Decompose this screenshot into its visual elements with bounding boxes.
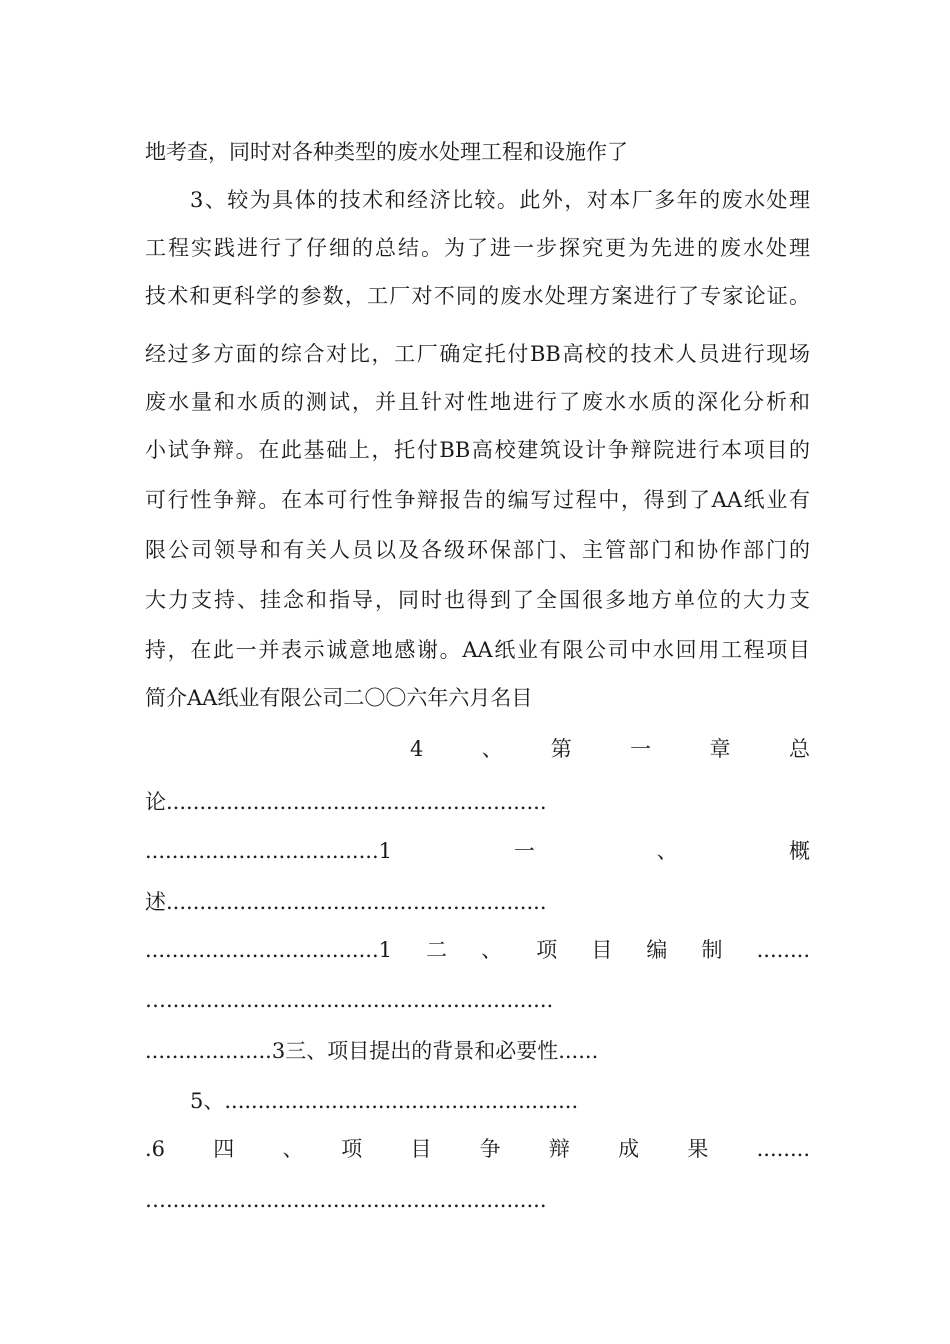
toc-line: ...................................1二、项目编制........ [145, 938, 810, 962]
paragraph-line: 简介AA纸业有限公司二〇〇六年六月名目 [145, 686, 533, 710]
paragraph-line: 可行性争辩。在本可行性争辩报告的编写过程中，得到了AA纸业有 [145, 488, 810, 512]
paragraph-line: 废水量和水质的测试，并且针对性地进行了废水水质的深化分析和 [145, 390, 810, 414]
paragraph-line: 持，在此一并表示诚意地感谢。AA纸业有限公司中水回用工程项目 [145, 638, 810, 662]
toc-line: 述......................................................... [145, 890, 547, 914]
paragraph-line: 大力支持、挂念和指导，同时也得到了全国很多地方单位的大力支 [145, 588, 810, 612]
paragraph-line: 地考查，同时对各种类型的废水处理工程和设施作了 [145, 140, 628, 164]
toc-line: ...................3三、项目提出的背景和必要性...... [145, 1039, 599, 1063]
paragraph-line: 技术和更科学的参数，工厂对不同的废水处理方案进行了专家论证。 [145, 284, 810, 308]
toc-line: .6 四 、 项 目 争 辩 成 果 ........ [145, 1137, 810, 1161]
paragraph-line: 3、较为具体的技术和经济比较。此外，对本厂多年的废水处理 [190, 188, 810, 212]
paragraph-line: 小试争辩。在此基础上，托付BB高校建筑设计争辩院进行本项目的 [145, 438, 810, 462]
toc-line: 论......................................................... [145, 790, 547, 814]
paragraph-line: 限公司领导和有关人员以及各级环保部门、主管部门和协作部门的 [145, 538, 810, 562]
toc-line: …......................................................... [145, 1188, 547, 1212]
toc-line: 5、..................................................... [190, 1089, 579, 1113]
paragraph-line: 经过多方面的综合对比，工厂确定托付BB高校的技术人员进行现场 [145, 342, 810, 366]
toc-line: ...................................1 一 、 概 [145, 839, 810, 863]
toc-line: ….......................................................... [145, 988, 554, 1012]
paragraph-line: 工程实践进行了仔细的总结。为了进一步探究更为先进的废水处理 [145, 236, 810, 260]
toc-line: 4 、 第 一 章 总 [410, 737, 810, 761]
